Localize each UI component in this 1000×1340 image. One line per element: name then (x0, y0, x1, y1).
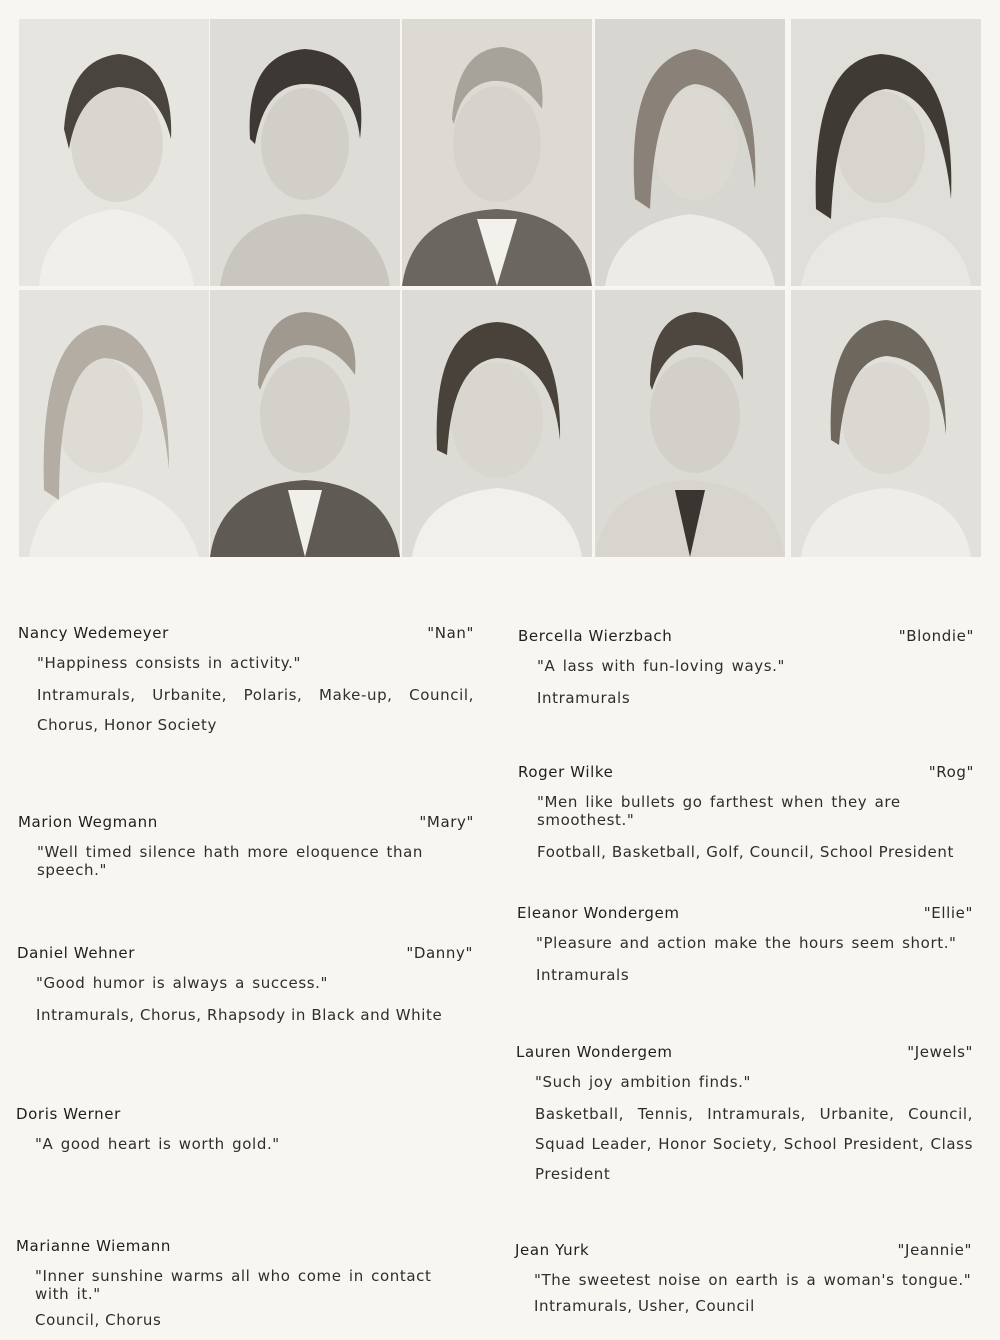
student-name: Doris Werner (16, 1105, 121, 1123)
portrait-photo (791, 19, 981, 286)
senior-entry (517, 904, 973, 990)
student-activities: Football, Basketball, Golf, Council, School President (537, 843, 954, 861)
student-nickname: "Mary" (419, 813, 474, 831)
student-name: Marianne Wiemann (16, 1237, 171, 1255)
student-activities: Intramurals, Usher, Council (534, 1297, 755, 1315)
student-name: Nancy Wedemeyer (18, 624, 169, 642)
portrait-photo (19, 19, 209, 286)
student-nickname: "Nan" (427, 624, 474, 642)
student-quote: "Happiness consists in activity." (37, 654, 301, 672)
senior-entry (518, 763, 974, 867)
portrait-photo (19, 290, 209, 557)
student-quote: "Such joy ambition finds." (535, 1073, 751, 1091)
student-nickname: "Blondie" (898, 627, 974, 645)
student-name: Eleanor Wondergem (517, 904, 680, 922)
senior-entry (516, 1043, 973, 1189)
student-name: Lauren Wondergem (516, 1043, 673, 1061)
student-quote: "Good humor is always a success." (36, 974, 329, 992)
student-nickname: "Jeannie" (897, 1241, 972, 1259)
student-quote: "Well timed silence hath more eloquence than speech." (37, 843, 424, 879)
student-activities: Basketball, Tennis, Intramurals, Urbanite, Council, Squad Leader, Honor Society, School President, Class President (535, 1105, 973, 1183)
portrait-photo (595, 19, 785, 286)
senior-entry (16, 1105, 472, 1153)
student-activities: Intramurals (536, 966, 630, 984)
student-quote: "Inner sunshine warms all who come in contact with it." (35, 1267, 432, 1303)
student-activities: Intramurals, Chorus, Rhapsody in Black and White (36, 1006, 443, 1024)
student-nickname: "Ellie" (923, 904, 973, 922)
student-nickname: "Rog" (928, 763, 974, 781)
student-name: Daniel Wehner (17, 944, 135, 962)
student-activities: Intramurals, Urbanite, Polaris, Make-up, Council, Chorus, Honor Society (37, 686, 474, 734)
portrait-photo (402, 290, 592, 557)
student-quote: "Pleasure and action make the hours seem short." (536, 934, 957, 952)
student-quote: "The sweetest noise on earth is a woman's tongue." (534, 1271, 972, 1289)
student-quote: "Men like bullets go farthest when they are smoothest." (537, 793, 901, 829)
senior-entry (18, 624, 474, 740)
portrait-grid (19, 19, 981, 557)
portrait-photo (210, 290, 400, 557)
student-name: Marion Wegmann (18, 813, 158, 831)
portrait-photo (595, 290, 785, 557)
student-nickname: "Jewels" (907, 1043, 973, 1061)
portrait-photo (210, 19, 400, 286)
student-activities: Intramurals (537, 689, 631, 707)
senior-entry (16, 1237, 472, 1335)
senior-entry (515, 1241, 972, 1321)
student-quote: "A good heart is worth gold." (35, 1135, 280, 1153)
student-name: Bercella Wierzbach (518, 627, 673, 645)
student-name: Jean Yurk (515, 1241, 590, 1259)
senior-entry (518, 627, 974, 713)
portrait-photo (402, 19, 592, 286)
student-nickname: "Danny" (406, 944, 473, 962)
student-name: Roger Wilke (518, 763, 614, 781)
student-quote: "A lass with fun-loving ways." (537, 657, 785, 675)
senior-entry (18, 813, 474, 879)
senior-entry (17, 944, 473, 1030)
student-activities: Council, Chorus (35, 1311, 162, 1329)
portrait-photo (791, 290, 981, 557)
